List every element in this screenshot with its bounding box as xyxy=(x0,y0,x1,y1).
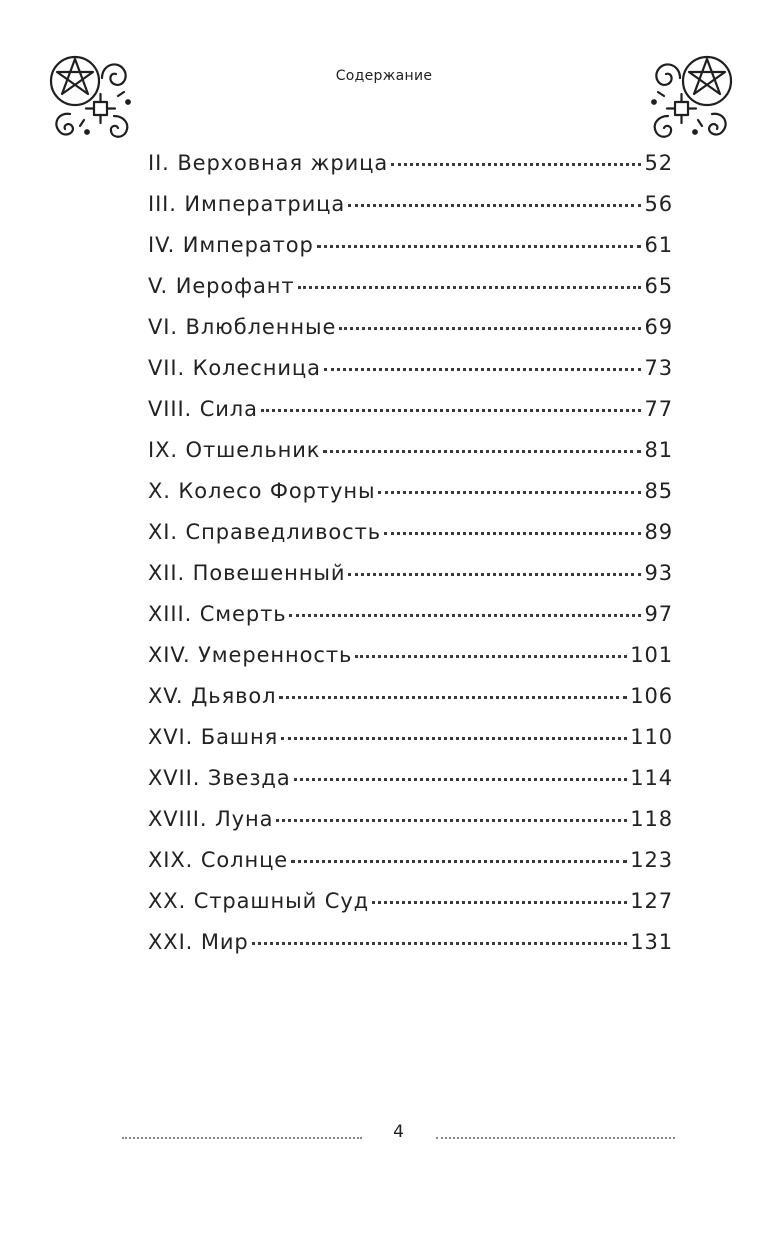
toc-entry[interactable] xyxy=(148,930,673,971)
toc-entry-title: VI. Влюбленные xyxy=(148,315,337,339)
toc-entry[interactable] xyxy=(148,438,673,479)
toc-entry-title: IV. Император xyxy=(148,233,314,257)
toc-entry[interactable] xyxy=(148,479,673,520)
toc-entry[interactable] xyxy=(148,725,673,766)
toc-entry-page-number: 93 xyxy=(644,561,673,585)
toc-dot-leader xyxy=(391,163,641,166)
page-number: 4 xyxy=(393,1122,404,1142)
toc-entry-page-number: 69 xyxy=(644,315,673,339)
toc-entry-title: XI. Справедливость xyxy=(148,520,381,544)
toc-entry[interactable] xyxy=(148,520,673,561)
toc-entry-page-number: 89 xyxy=(644,520,673,544)
toc-entry-page-number: 101 xyxy=(630,643,673,667)
toc-entry-page-number: 110 xyxy=(630,725,673,749)
toc-dot-leader xyxy=(279,696,627,699)
toc-entry-title: XIX. Солнце xyxy=(148,848,289,872)
toc-entry[interactable] xyxy=(148,766,673,807)
toc-dot-leader xyxy=(348,573,641,576)
toc-entry-title: IX. Отшельник xyxy=(148,438,321,462)
toc-entry-title: II. Верховная жрица xyxy=(148,151,389,175)
toc-dot-leader xyxy=(348,204,641,207)
toc-dot-leader xyxy=(291,860,627,863)
toc-dot-leader xyxy=(323,450,641,453)
toc-dot-leader xyxy=(294,778,628,781)
toc-entry-title: XVI. Башня xyxy=(148,725,279,749)
footer-dotted-rule-left xyxy=(122,1137,362,1139)
toc-entry[interactable] xyxy=(148,233,673,274)
toc-entry[interactable] xyxy=(148,315,673,356)
toc-entry-page-number: 73 xyxy=(644,356,673,380)
toc-entry[interactable] xyxy=(148,602,673,643)
toc-entry-title: XV. Дьявол xyxy=(148,684,277,708)
toc-dot-leader xyxy=(339,327,641,330)
toc-entry-page-number: 123 xyxy=(630,848,673,872)
page-footer xyxy=(122,1122,675,1142)
toc-entry[interactable] xyxy=(148,192,673,233)
toc-dot-leader xyxy=(276,819,627,822)
toc-dot-leader xyxy=(261,409,642,412)
toc-dot-leader xyxy=(355,655,627,658)
toc-entry-page-number: 85 xyxy=(644,479,673,503)
toc-entry-page-number: 106 xyxy=(630,684,673,708)
toc-dot-leader xyxy=(372,901,627,904)
toc-dot-leader xyxy=(252,942,628,945)
toc-entry-title: XIV. Умеренность xyxy=(148,643,353,667)
toc-entry-page-number: 56 xyxy=(644,192,673,216)
toc-entry-page-number: 52 xyxy=(644,151,673,175)
running-head: Содержание xyxy=(335,68,433,84)
toc-entry-title: XII. Повешенный xyxy=(148,561,346,585)
pentacle-ornament-left-icon xyxy=(44,50,134,142)
table-of-contents xyxy=(148,151,673,971)
toc-entry-title: XVIII. Луна xyxy=(148,807,274,831)
toc-entry-page-number: 114 xyxy=(630,766,673,790)
toc-dot-leader xyxy=(317,245,642,248)
toc-entry[interactable] xyxy=(148,643,673,684)
footer-dotted-rule-right xyxy=(436,1137,676,1139)
toc-entry[interactable] xyxy=(148,151,673,192)
toc-entry[interactable] xyxy=(148,561,673,602)
toc-entry-page-number: 81 xyxy=(644,438,673,462)
toc-entry-title: XXI. Мир xyxy=(148,930,249,954)
toc-entry-title: XIII. Смерть xyxy=(148,602,287,626)
pentacle-ornament-right-icon xyxy=(648,50,738,142)
toc-entry-page-number: 131 xyxy=(630,930,673,954)
toc-entry-title: VII. Колесница xyxy=(148,356,321,380)
toc-entry-title: XVII. Звезда xyxy=(148,766,291,790)
toc-entry[interactable] xyxy=(148,397,673,438)
toc-entry-page-number: 118 xyxy=(630,807,673,831)
toc-dot-leader xyxy=(324,368,642,371)
toc-entry-page-number: 61 xyxy=(644,233,673,257)
toc-entry-page-number: 97 xyxy=(644,602,673,626)
toc-dot-leader xyxy=(384,532,641,535)
toc-dot-leader xyxy=(281,737,627,740)
toc-dot-leader xyxy=(289,614,641,617)
toc-entry[interactable] xyxy=(148,274,673,315)
toc-dot-leader xyxy=(378,491,641,494)
toc-entry[interactable] xyxy=(148,889,673,930)
toc-entry[interactable] xyxy=(148,807,673,848)
toc-dot-leader xyxy=(298,286,642,289)
toc-entry-title: V. Иерофант xyxy=(148,274,295,298)
toc-entry[interactable] xyxy=(148,848,673,889)
toc-entry-page-number: 127 xyxy=(630,889,673,913)
toc-entry-title: X. Колесо Фортуны xyxy=(148,479,376,503)
toc-entry-title: VIII. Сила xyxy=(148,397,258,421)
toc-entry-title: III. Императрица xyxy=(148,192,346,216)
toc-entry-page-number: 65 xyxy=(644,274,673,298)
toc-entry-title: XX. Страшный Суд xyxy=(148,889,370,913)
toc-entry[interactable] xyxy=(148,684,673,725)
toc-entry-page-number: 77 xyxy=(644,397,673,421)
toc-entry[interactable] xyxy=(148,356,673,397)
